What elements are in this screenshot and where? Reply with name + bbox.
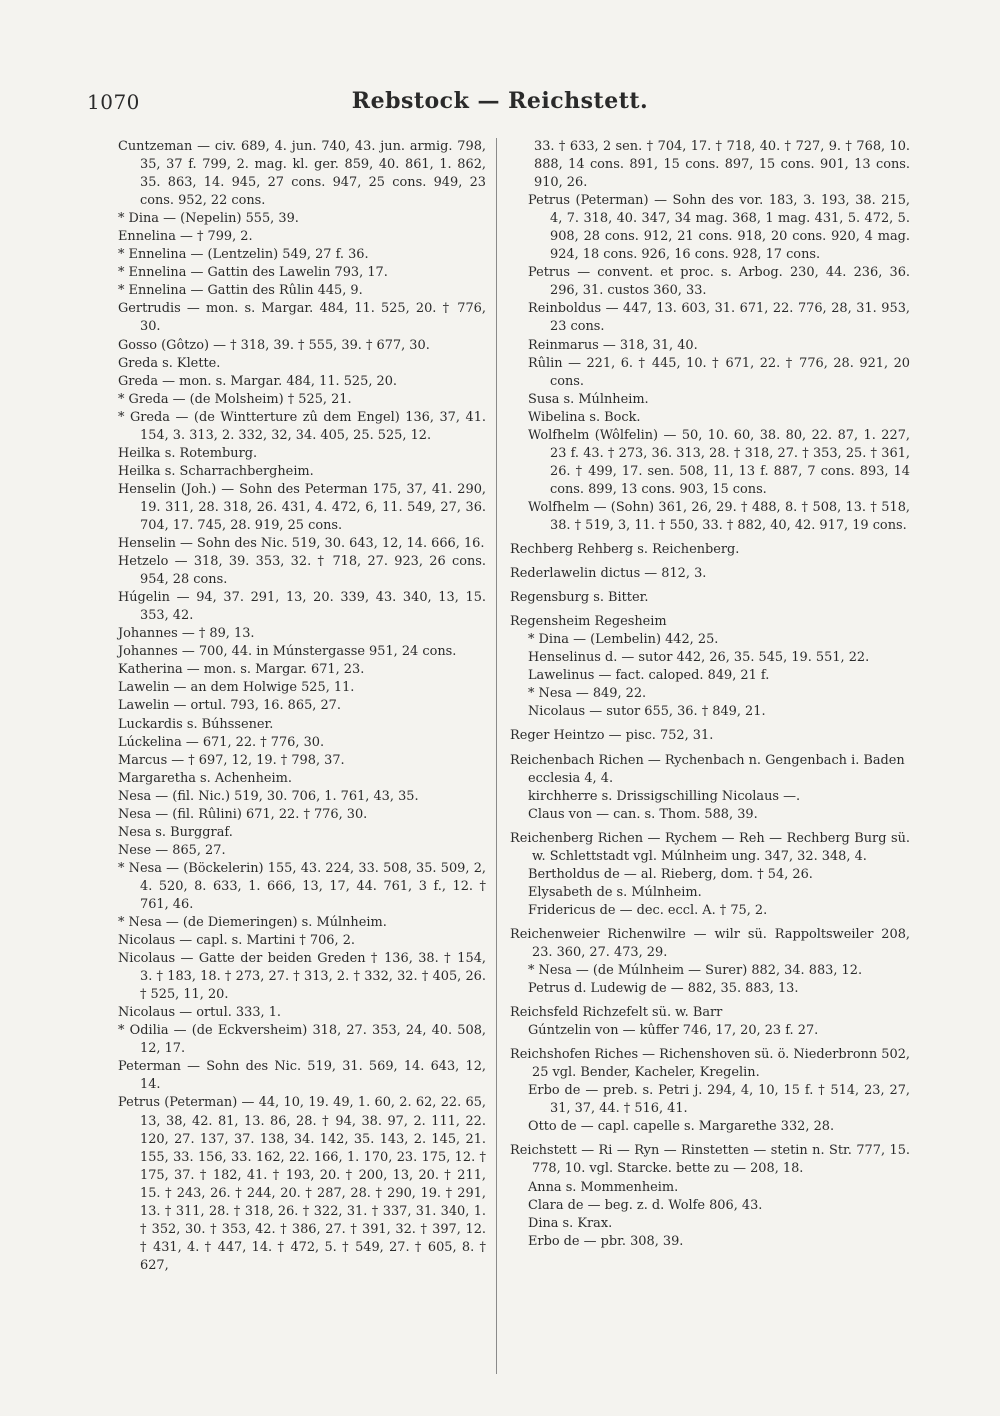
index-entry: Reinboldus — 447, 13. 603, 31. 671, 22. 776, 28, 31. 953, 23 cons. — [528, 301, 910, 335]
index-entry: Johannes — † 89, 13. — [118, 626, 255, 642]
index-entry: Hetzelo — 318, 39. 353, 32. † 718, 27. 923, 26 cons. 954, 28 cons. — [118, 554, 486, 588]
index-entry: Claus von — can. s. Thom. 588, 39. — [528, 806, 758, 822]
index-entry: Petrus — convent. et proc. s. Arbog. 230, 44. 236, 36. 296, 31. custos 360, 33. — [528, 265, 910, 299]
index-entry: Elysabeth de s. Múlnheim. — [528, 884, 702, 900]
index-entry: Nesa s. Burggraf. — [118, 824, 233, 840]
index-entry: Henselin — Sohn des Nic. 519, 30. 643, 12, 14. 666, 16. — [118, 536, 485, 552]
place-heading: Reichstett — Ri — Ryn — Rinstetten — stetin n. Str. 777, 15. 778, 10. vgl. Starcke. bette zu — 208, 18. — [510, 1143, 910, 1177]
right-column — [510, 138, 910, 1251]
place-heading: Regensburg s. Bitter. — [510, 590, 649, 606]
place-heading: Reichenberg Richen — Rychem — Reh — Rechberg Burg sü. w. Schlettstadt vgl. Múlnheim ung. 347, 32. 348, 4. — [510, 830, 910, 864]
index-entry: Otto de — capl. capelle s. Margarethe 332, 28. — [528, 1119, 835, 1135]
index-entry: Heilka s. Scharrachbergheim. — [118, 463, 314, 479]
place-heading: Reger Heintzo — pisc. 752, 31. — [510, 728, 714, 744]
index-entry: Greda — mon. s. Margar. 484, 11. 525, 20. — [118, 373, 398, 389]
index-entry: * Nesa — (de Diemeringen) s. Múlnheim. — [118, 915, 387, 931]
index-entry: Henselin (Joh.) — Sohn des Peterman 175, 37, 41. 290, 19. 311, 28. 318, 26. 431, 4. 472, 6, 11. 549, 27, 36. 704, 17. 745, 28. 919, 25 cons. — [118, 481, 486, 533]
index-entry: Ennelina — † 799, 2. — [118, 229, 253, 245]
index-entry: * Nesa — 849, 22. — [528, 686, 647, 702]
index-entry: Heilka s. Rotemburg. — [118, 445, 258, 461]
index-entry: Lawelin — an dem Holwige 525, 11. — [118, 680, 355, 696]
index-entry: * Dina — (Lembelin) 442, 25. — [528, 632, 719, 648]
index-entry: Lúckelina — 671, 22. † 776, 30. — [118, 734, 325, 750]
index-entry: kirchherre s. Drissigschilling Nicolaus —. — [528, 788, 801, 804]
place-heading: Rechberg Rehberg s. Reichenberg. — [510, 542, 740, 558]
index-entry: Wibelina s. Bock. — [528, 409, 641, 425]
index-entry: Bertholdus de — al. Rieberg, dom. † 54, 26. — [528, 866, 813, 882]
index-entry: ecclesia 4, 4. — [528, 770, 614, 786]
index-entry: Nicolaus — capl. s. Martini † 706, 2. — [118, 933, 355, 949]
place-heading: Reichenbach Richen — Rychenbach n. Gengenbach i. Baden — [510, 752, 905, 768]
index-entry: Nicolaus — sutor 655, 36. † 849, 21. — [528, 704, 766, 720]
index-entry: * Nesa — (Böckelerin) 155, 43. 224, 33. 508, 35. 509, 2, 4. 520, 8. 633, 1. 666, 13, 17, 44. 761, 3 f., 12. † 761, 46. — [118, 860, 486, 912]
index-entry: Erbo de — pbr. 308, 39. — [528, 1233, 684, 1249]
index-entry: * Nesa — (de Múlnheim — Surer) 882, 34. 883, 12. — [528, 963, 863, 979]
place-heading: Reichshofen Riches — Richenshoven sü. ö. Niederbronn 502, 25 vgl. Bender, Kacheler, Kregelin. — [510, 1047, 910, 1081]
index-entry: Reinmarus — 318, 31, 40. — [528, 337, 698, 353]
column-divider — [496, 138, 497, 1374]
index-entry: Dina s. Krax. — [528, 1215, 613, 1231]
index-entry: Cuntzeman — civ. 689, 4. jun. 740, 43. jun. armig. 798, 35, 37 f. 799, 2. mag. kl. ger. 859, 40. 861, 1. 862, 35. 863, 14. 945, 27 cons. 947, 25 cons. 949, 23 cons. 952, 22 cons. — [118, 139, 486, 209]
place-heading: Rederlawelin dictus — 812, 3. — [510, 566, 707, 582]
index-entry: Nicolaus — Gatte der beiden Greden † 136, 38. † 154, 3. † 183, 18. † 273, 27. † 313, 2. † 332, 32. † 405, 26. † 525, 11, 20. — [118, 951, 486, 1003]
index-entry: Susa s. Múlnheim. — [528, 391, 649, 407]
index-entry: Margaretha s. Achenheim. — [118, 770, 292, 786]
index-entry: Húgelin — 94, 37. 291, 13, 20. 339, 43. 340, 13, 15. 353, 42. — [118, 590, 486, 624]
index-entry: Johannes — 700, 44. in Múnstergasse 951, 24 cons. — [118, 644, 457, 660]
index-entry: Lawelinus — fact. caloped. 849, 21 f. — [528, 668, 770, 684]
index-entry: Gertrudis — mon. s. Margar. 484, 11. 525, 20. † 776, 30. — [118, 301, 486, 335]
index-entry: Nesa — (fil. Nic.) 519, 30. 706, 1. 761, 43, 35. — [118, 788, 419, 804]
index-entry: Petrus (Peterman) — 44, 10, 19. 49, 1. 60, 2. 62, 22. 65, 13, 38, 42. 81, 13. 86, 28. † 94, 38. 97, 2. 111, 22. 120, 27. 137, 37. 138, 34. 142, 35. 143, 2. 145, 21. 155, 33. 156, 33. 162, 22. 166, 1. 170, 23. 175, 12. † 175, 37. † 182, 41. † 193, 20. † 200, 13, 20. † 211, 15. † 243, 26. † 244, 20. † 287, 28. † 290, 19. † 291, 13. † 311, 28. † 318, 26. † 322, 31. † 337, 31. 340, 1. † 352, 30. † 353, 42. † 386, 27. † 391, 32. † 397, 12. † 431, 4. † 447, 14. † 472, 5. † 549, 27. † 605, 8. † 627, — [118, 1095, 486, 1273]
place-heading: Reichsfeld Richzefelt sü. w. Barr — [510, 1005, 723, 1021]
index-entry: Nesa — (fil. Rûlini) 671, 22. † 776, 30. — [118, 806, 368, 822]
continued-entry: 33. † 633, 2 sen. † 704, 17. † 718, 40. † 727, 9. † 768, 10. 888, 14 cons. 891, 15 cons. 897, 15 cons. 901, 13 cons. 910, 26. — [534, 139, 910, 191]
index-entry: Wolfhelm — (Sohn) 361, 26, 29. † 488, 8. † 508, 13. † 518, 38. † 519, 3, 11. † 550, 33. † 882, 40, 42. 917, 19 cons. — [528, 499, 910, 533]
index-entry: * Ennelina — (Lentzelin) 549, 27 f. 36. — [118, 247, 369, 263]
index-entry: Peterman — Sohn des Nic. 519, 31. 569, 14. 643, 12, 14. — [118, 1059, 486, 1093]
index-entry: Luckardis s. Búhssener. — [118, 716, 274, 732]
page-number: 1070 — [87, 90, 140, 114]
running-head: Rebstock — Reichstett. — [351, 88, 649, 114]
index-entry: * Dina — (Nepelin) 555, 39. — [118, 211, 299, 227]
index-entry: Erbo de — preb. s. Petri j. 294, 4, 10, 15 f. † 514, 23, 27, 31, 37, 44. † 516, 41. — [528, 1083, 910, 1117]
index-entry: * Ennelina — Gattin des Rûlin 445, 9. — [118, 283, 363, 299]
index-entry: * Ennelina — Gattin des Lawelin 793, 17. — [118, 265, 388, 281]
index-entry: Rûlin — 221, 6. † 445, 10. † 671, 22. † 776, 28. 921, 20 cons. — [528, 355, 910, 389]
index-entry: Marcus — † 697, 12, 19. † 798, 37. — [118, 752, 345, 768]
index-entry: Nicolaus — ortul. 333, 1. — [118, 1005, 282, 1021]
index-entry: Nese — 865, 27. — [118, 842, 226, 858]
index-entry: Clara de — beg. z. d. Wolfe 806, 43. — [528, 1197, 763, 1213]
index-entry: Lawelin — ortul. 793, 16. 865, 27. — [118, 698, 341, 714]
index-entry: * Odilia — (de Eckversheim) 318, 27. 353, 24, 40. 508, 12, 17. — [118, 1023, 486, 1057]
index-entry: Petrus d. Ludewig de — 882, 35. 883, 13. — [528, 981, 799, 997]
index-entry: Greda s. Klette. — [118, 355, 221, 371]
index-entry: Gosso (Gôtzo) — † 318, 39. † 555, 39. † 677, 30. — [118, 337, 430, 353]
index-entry: Petrus (Peterman) — Sohn des vor. 183, 3. 193, 38. 215, 4, 7. 318, 40. 347, 34 mag. 368, 1 mag. 431, 5. 472, 5. 908, 28 cons. 912, 21 cons. 918, 20 cons. 920, 4 mag. 924, 18 cons. 926, 16 cons. 928, 17 cons. — [528, 193, 910, 263]
index-entry: * Greda — (de Wintterture zû dem Engel) 136, 37, 41. 154, 3. 313, 2. 332, 32, 34. 405, 25. 525, 12. — [118, 409, 486, 443]
index-entry: Anna s. Mommenheim. — [528, 1179, 679, 1195]
index-entry: * Greda — (de Molsheim) † 525, 21. — [118, 391, 352, 407]
place-heading: Regensheim Regesheim — [510, 614, 667, 630]
index-entry: Gúntzelin von — kûffer 746, 17, 20, 23 f. 27. — [528, 1023, 819, 1039]
place-heading: Reichenweier Richenwilre — wilr sü. Rappoltsweiler 208, 23. 360, 27. 473, 29. — [510, 926, 910, 960]
index-entry: Wolfhelm (Wôlfelin) — 50, 10. 60, 38. 80, 22. 87, 1. 227, 23 f. 43. † 273, 36. 313, 28. † 318, 27. † 353, 25. † 361, 26. † 499, 17. sen. 508, 11, 13 f. 887, 7 cons. 893, 14 cons. 899, 13 cons. 903, 15 cons. — [528, 427, 910, 497]
index-entry: Fridericus de — dec. eccl. A. † 75, 2. — [528, 902, 768, 918]
index-entry: Katherina — mon. s. Margar. 671, 23. — [118, 662, 365, 678]
left-column — [118, 138, 486, 1275]
index-entry: Henselinus d. — sutor 442, 26, 35. 545, 19. 551, 22. — [528, 650, 870, 666]
